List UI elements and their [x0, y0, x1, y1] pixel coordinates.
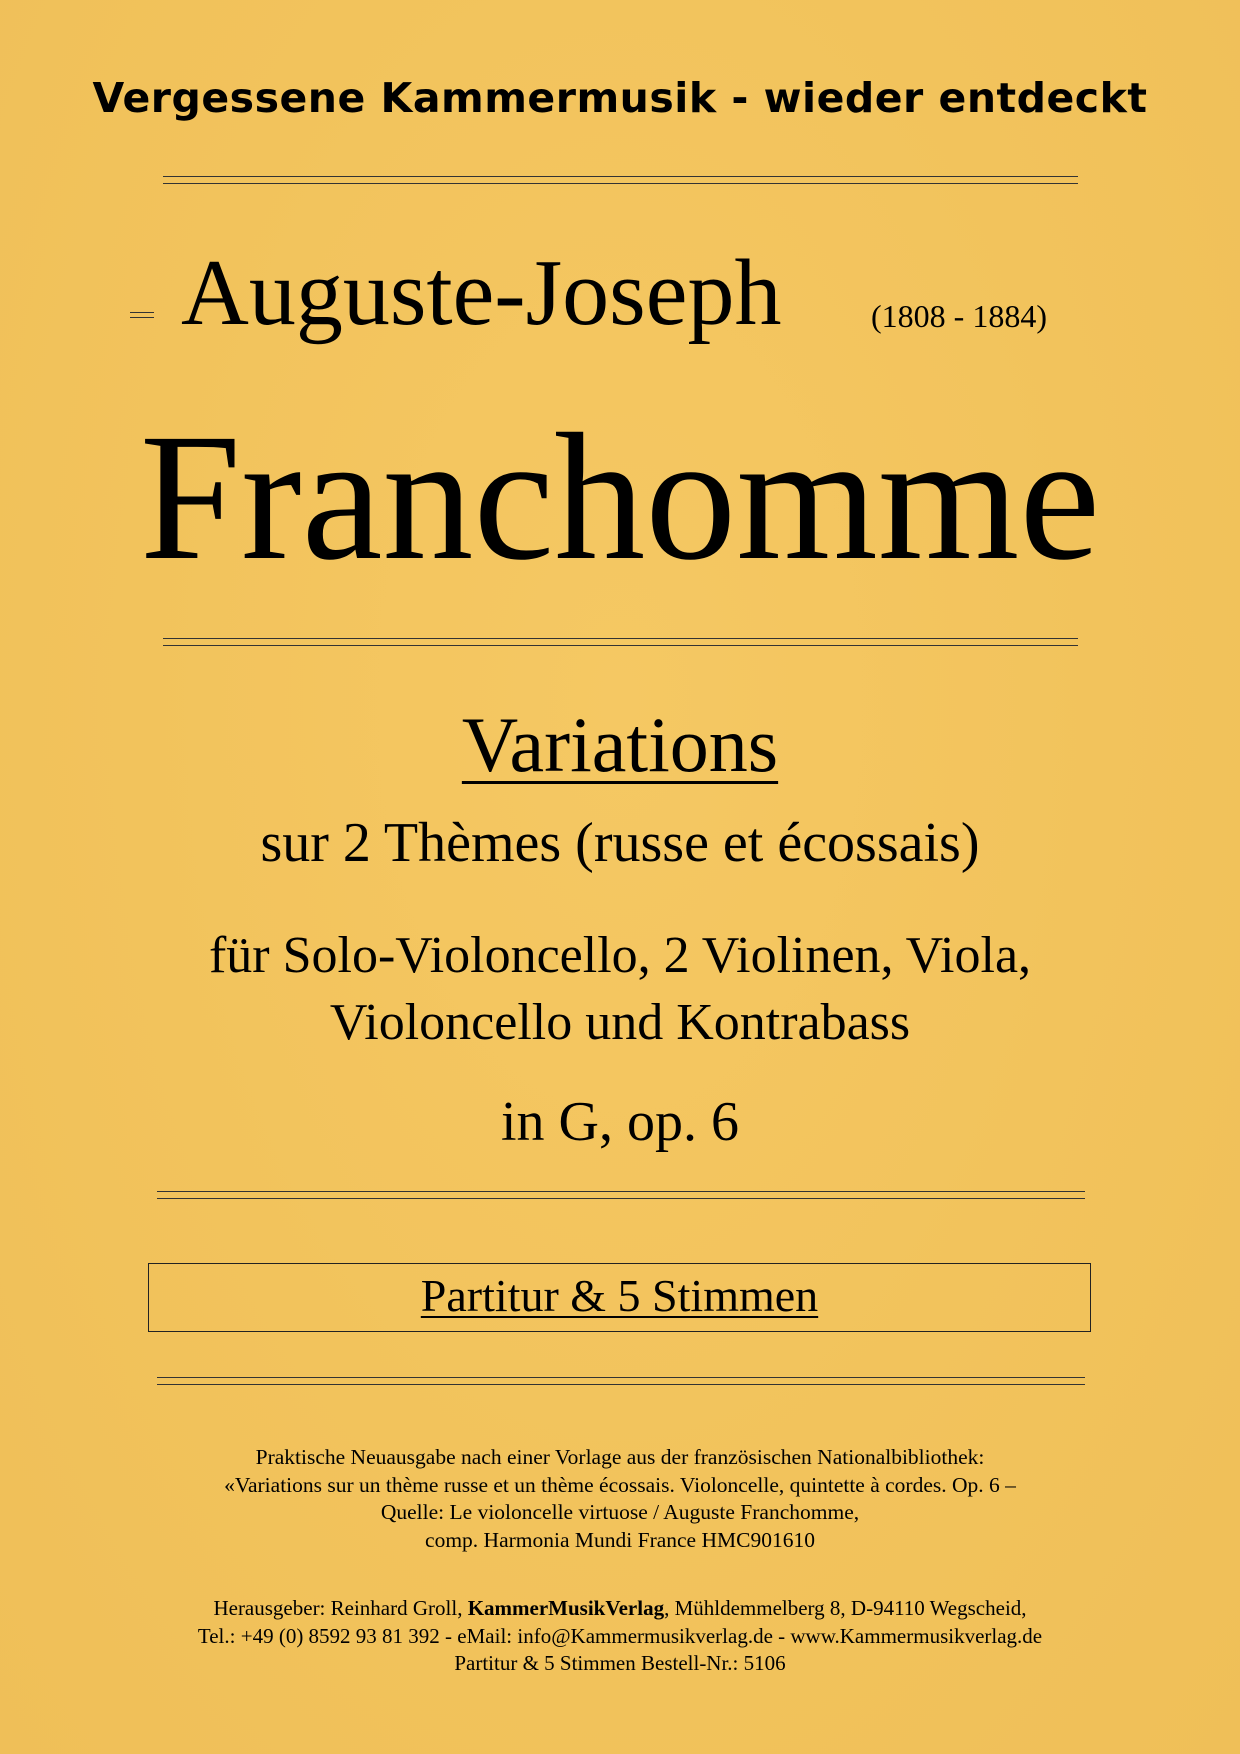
order-number: Partitur & 5 Stimmen Bestell-Nr.: 5106	[454, 1651, 786, 1675]
publisher-name: KammerMusikVerlag	[467, 1596, 665, 1620]
double-rule-divider	[157, 1191, 1085, 1199]
source-line-4: comp. Harmonia Mundi France HMC901610	[425, 1527, 815, 1552]
source-note	[0, 1444, 1240, 1554]
publisher-prefix: Herausgeber: Reinhard Groll,	[213, 1596, 468, 1620]
edition-label: Partitur & 5 Stimmen	[420, 1270, 819, 1321]
source-line-3: Quelle: Le violoncelle virtuose / Auguste Franchomme,	[380, 1500, 860, 1524]
double-rule-divider	[163, 176, 1078, 184]
publisher-address: , Mühldemmelberg 8, D-94110 Wegscheid,	[664, 1596, 1027, 1620]
instrumentation-line-1: für Solo-Violoncello, 2 Violinen, Viola,	[208, 927, 1032, 984]
source-line-1: Praktische Neuausgabe nach einer Vorlage aus der französischen Nationalbibliothek:	[255, 1445, 985, 1469]
work-title	[0, 700, 1240, 790]
series-title: Vergessene Kammermusik - wieder entdeckt	[92, 74, 1148, 122]
composer-first-name: Auguste-Joseph	[181, 241, 782, 345]
instrumentation	[0, 922, 1240, 1056]
composer-dates: (1808 - 1884)	[871, 298, 1047, 334]
double-rule-divider	[163, 638, 1078, 646]
double-rule-divider	[157, 1377, 1085, 1385]
work-subtitle: sur 2 Thèmes (russe et écossais)	[260, 812, 980, 874]
publisher-info	[0, 1595, 1240, 1678]
edition-box	[148, 1263, 1091, 1332]
publisher-contact: Tel.: +49 (0) 8592 93 81 392 - eMail: info@Kammermusikverlag.de - www.Kammermusikverlag.de	[197, 1623, 1043, 1648]
work-title-text: Variations	[461, 701, 779, 788]
double-dash-mark	[130, 312, 154, 318]
instrumentation-line-2: Violoncello und Kontrabass	[329, 994, 911, 1051]
key-and-opus: in G, op. 6	[501, 1091, 739, 1153]
source-line-2: «Variations sur un thème russe et un thème écossais. Violoncelle, quintette à cordes. Op. 6 –	[224, 1472, 1016, 1497]
composer-surname: Franchomme	[139, 397, 1101, 598]
publisher-line-1	[0, 1595, 1240, 1623]
